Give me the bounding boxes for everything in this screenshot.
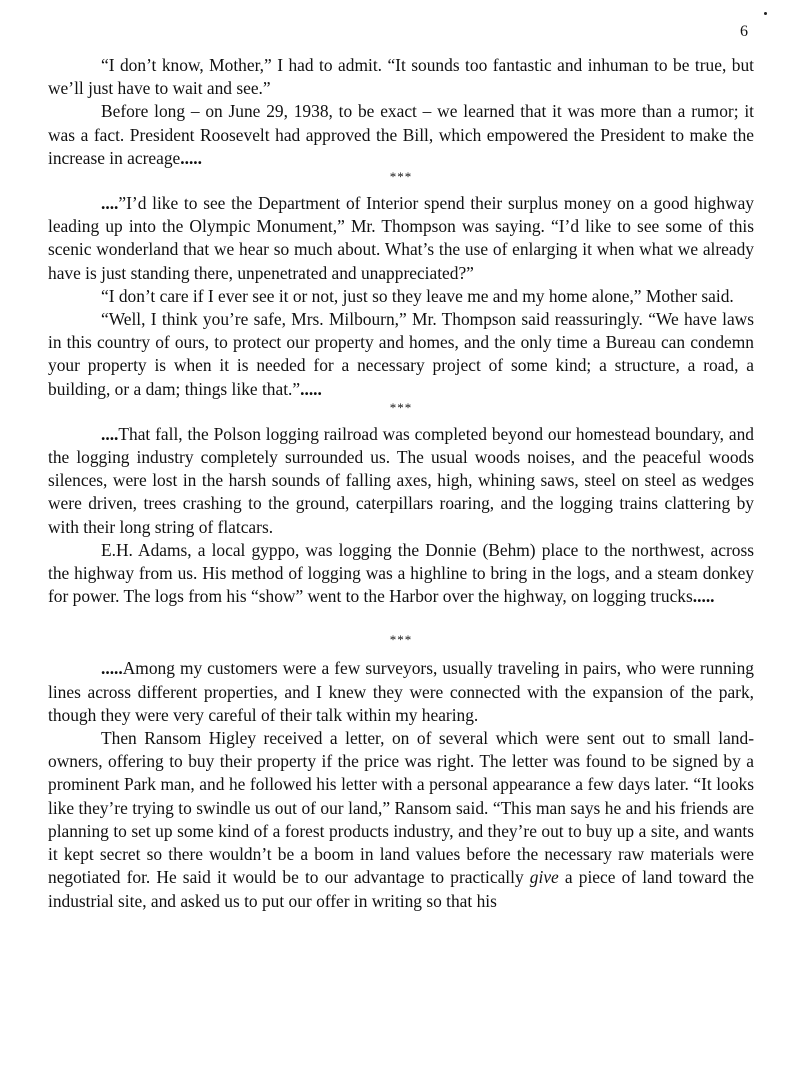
section-separator: ***: [389, 399, 413, 415]
paragraph-text: ”I’d like to see the Department of Interior spend their surplus money on a good highway leading up into the Olympic Monument,” Mr. Thompson was saying. “I’d like to see some of this scenic wonderland that we hear so much about. What’s the use of enlarging it when what we already have is just standing there, unpenetrated and unappreciated?”: [48, 193, 754, 283]
ellipsis: ....: [101, 193, 119, 214]
emphasis: give: [529, 867, 559, 888]
body-text: [48, 54, 754, 913]
paragraph-text: Before long – on June 29, 1938, to be exact – we learned that it was more than a rumor; it was a fact. President Roosevelt had approved the Bill, which empowered the President to make the increase in acreage: [48, 101, 754, 168]
section-separator: ***: [389, 632, 413, 648]
ellipsis: ....: [101, 423, 119, 444]
paragraph-text: Then Ransom Higley received a letter, on of several which were sent out to small land-owners, offering to buy their property if the price was right. The letter was found to be signed by a prominent Park man, and he followed his letter with a personal appearance a few days later. “It looks like they’re trying to swindle us out of our land,” Ransom said. “This man says he and his friends are planning to set up some kind of a forest products industry, and they’re out to buy up a site, and wants it kept secret so there wouldn’t be a boom in land values before the necessary raw materials were negotiated for. He said it would be to our advantage to practically: [48, 728, 754, 888]
paragraph: [48, 539, 754, 609]
section-separator: ***: [389, 169, 413, 185]
page-number: 6: [740, 23, 748, 40]
paragraph: [48, 54, 754, 100]
paragraph-text: “I don’t care if I ever see it or not, just so they leave me and my home alone,” Mother said.: [101, 285, 734, 306]
paragraph: [48, 657, 754, 727]
paragraph: [48, 285, 754, 308]
ellipsis: .....: [101, 658, 123, 679]
ellipsis: .....: [300, 378, 322, 399]
paragraph: [48, 100, 754, 170]
ellipsis: .....: [180, 147, 203, 168]
paragraph-text: “I don’t know, Mother,” I had to admit. “It sounds too fantastic and inhuman to be true, but we’ll just have to wait and see.”: [48, 55, 754, 99]
paragraph: [48, 727, 754, 913]
paragraph-text: That fall, the Polson logging railroad was completed beyond our homestead boundary, and the logging industry completely surrounded us. The usual woods noises, and the peaceful woods silences, were lost in the harsh sounds of falling axes, high, whining saws, steel on steel as wedges were driven, trees crashing to the ground, caterpillars roaring, and the logging trains clattering by with their long string of flatcars.: [48, 423, 754, 537]
paragraph-text: a piece of land toward the industrial site, and asked us to put our offer in writing so that his: [48, 867, 754, 911]
paragraph-text: “Well, I think you’re safe, Mrs. Milbourn,” Mr. Thompson said reassuringly. “We have laws in this country of ours, to protect our property and homes, and the only time a Bureau can condemn your property is when it is needed for a necessary project of some kind; a structure, a road, a building, or a dam; things like that.”: [48, 309, 754, 399]
paragraph-text: Among my customers were a few surveyors, usually traveling in pairs, who were running lines across different properties, and I knew they were connected with the expansion of the park, though they were very careful of their talk within my hearing.: [48, 658, 754, 725]
paragraph: [48, 423, 754, 539]
paragraph-text: E.H. Adams, a local gyppo, was logging the Donnie (Behm) place to the northwest, across the highway from us. His method of logging was a highline to bring in the logs, and a steam donkey for power. The logs from his “show” went to the Harbor over the highway, on logging trucks: [48, 539, 754, 607]
ellipsis: .....: [692, 586, 715, 607]
scan-speck: [764, 12, 767, 15]
paragraph: [48, 308, 754, 401]
paragraph: [48, 192, 754, 285]
